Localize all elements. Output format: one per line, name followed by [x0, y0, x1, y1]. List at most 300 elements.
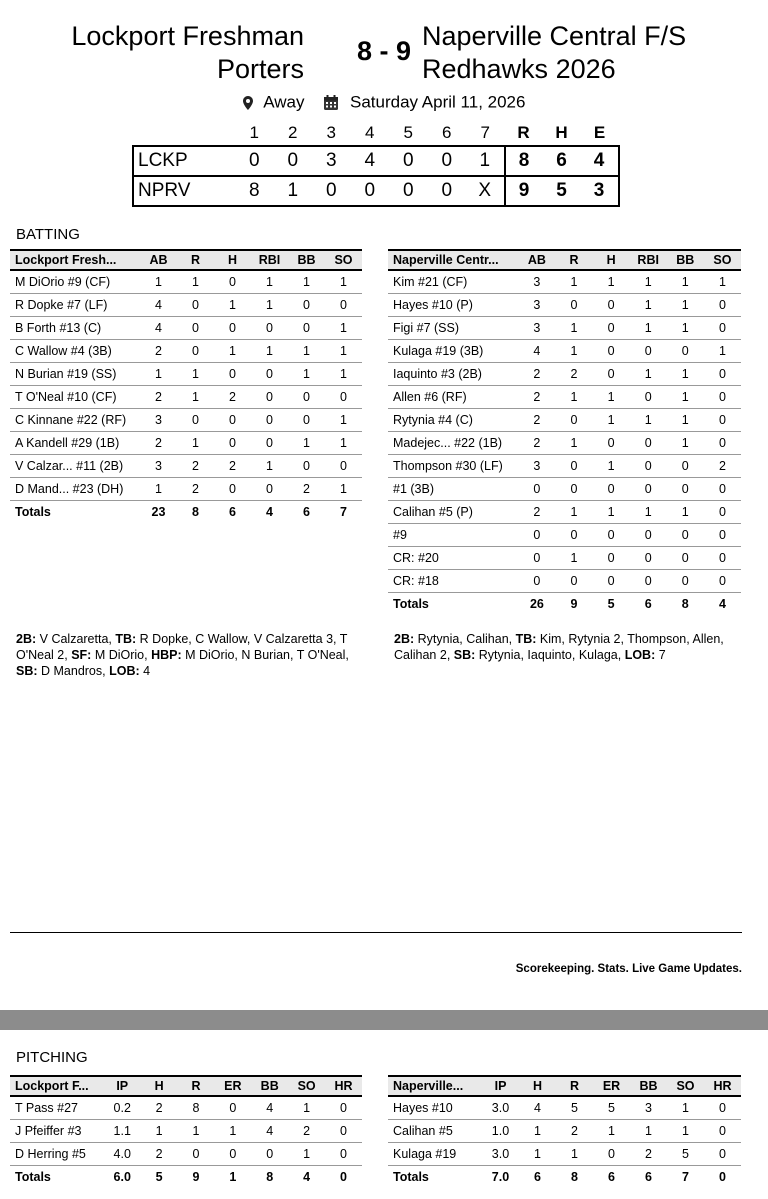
- stat-cell: 2: [555, 362, 592, 385]
- stat-cell: 1: [630, 500, 667, 523]
- stat-cell: 1: [630, 293, 667, 316]
- note-text: Rytynia, Iaquinto, Kulaga,: [475, 648, 625, 662]
- player-name: Kim #21 (CF): [388, 270, 518, 293]
- stat-cell: 1: [630, 270, 667, 293]
- stat-cell: 1: [667, 500, 704, 523]
- stat-cell: 0: [667, 523, 704, 546]
- stat-cell: 2: [518, 408, 555, 431]
- table-row: [10, 362, 362, 385]
- table-row: [388, 293, 741, 316]
- note-text: M DiOrio, N Burian, T O'Neal,: [181, 648, 353, 662]
- player-name: N Burian #19 (SS): [10, 362, 140, 385]
- stat-cell: 3: [518, 270, 555, 293]
- stat-cell: 1: [251, 293, 288, 316]
- stat-column-header: SO: [676, 1079, 695, 1093]
- stat-cell: 4: [518, 339, 555, 362]
- stat-cell: 2: [288, 477, 325, 500]
- player-name: T Pass #27: [10, 1096, 104, 1119]
- player-name: Calihan #5 (P): [388, 500, 518, 523]
- stat-cell: 1: [214, 1119, 251, 1142]
- stat-cell: 0: [593, 523, 630, 546]
- totals-row: [10, 1165, 362, 1188]
- stat-cell: 0: [667, 546, 704, 569]
- stat-cell: 1: [667, 1119, 704, 1142]
- stat-cell: 1: [251, 339, 288, 362]
- table-row: [10, 431, 362, 454]
- totals-cell: 8: [681, 596, 689, 611]
- stat-cell: 0: [555, 569, 592, 592]
- stat-cell: 0: [704, 1096, 741, 1119]
- inning-score: 4: [364, 150, 376, 171]
- team-column-header: Naperville...: [393, 1079, 464, 1093]
- calendar-icon: [323, 95, 339, 111]
- inning-header: 7: [480, 122, 490, 142]
- totals-cell: 0: [719, 1169, 726, 1184]
- stat-cell: 0: [214, 362, 251, 385]
- stat-column-header: AB: [527, 253, 546, 267]
- stat-cell: 0: [593, 293, 630, 316]
- player-name: D Herring #5: [10, 1142, 104, 1165]
- stat-cell: 0: [325, 1142, 362, 1165]
- stat-cell: 0: [704, 431, 741, 454]
- totals-row: [388, 592, 741, 615]
- table-row: [388, 1119, 741, 1142]
- stat-cell: 0: [704, 1119, 741, 1142]
- stat-cell: 1: [667, 362, 704, 385]
- stat-column-header: ER: [602, 1079, 621, 1093]
- inning-score: 1: [466, 146, 505, 176]
- table-row: [388, 546, 741, 569]
- stat-cell: 1: [555, 339, 592, 362]
- note-label: LOB:: [109, 664, 140, 678]
- stat-cell: 0: [325, 1119, 362, 1142]
- stat-cell: 0: [214, 477, 251, 500]
- stat-cell: 1: [630, 408, 667, 431]
- inning-score: 0: [441, 180, 453, 201]
- stat-cell: 0: [667, 339, 704, 362]
- game-meta: [0, 92, 768, 113]
- player-name: CR: #20: [388, 546, 518, 569]
- player-name: R Dopke #7 (LF): [10, 293, 140, 316]
- stat-cell: 0: [177, 339, 214, 362]
- stat-cell: 1: [593, 385, 630, 408]
- player-name: A Kandell #29 (1B): [10, 431, 140, 454]
- totals-cell: 1: [229, 1169, 237, 1184]
- stat-cell: 0: [593, 477, 630, 500]
- stat-cell: 0: [177, 293, 214, 316]
- stat-column-header: SO: [334, 253, 353, 267]
- note-text: Kim, Rytynia 2, Thompson, Allen, Calihan 2,: [394, 632, 728, 662]
- player-name: Madejec... #22 (1B): [388, 431, 518, 454]
- stat-cell: 0: [325, 1096, 362, 1119]
- stat-cell: 3.0: [482, 1142, 519, 1165]
- stat-cell: 2: [140, 431, 177, 454]
- stat-cell: 0: [288, 454, 325, 477]
- footer-tagline: Scorekeeping. Stats. Live Game Updates.: [515, 963, 742, 975]
- stat-cell: 1: [178, 1119, 215, 1142]
- stat-cell: 3: [518, 293, 555, 316]
- stat-cell: 0: [288, 385, 325, 408]
- totals-cell: 5: [155, 1169, 163, 1184]
- table-row: [388, 362, 741, 385]
- totals-cell: 0: [340, 1169, 347, 1184]
- stat-cell: 0: [251, 385, 288, 408]
- stat-column-header: RBI: [258, 253, 281, 267]
- stat-cell: 2: [288, 1119, 325, 1142]
- player-name: C Wallow #4 (3B): [10, 339, 140, 362]
- player-name: Thompson #30 (LF): [388, 454, 518, 477]
- pitching-section-title: PITCHING: [16, 1049, 88, 1066]
- stat-column-header: R: [191, 1079, 201, 1093]
- inning-header: 3: [326, 122, 336, 142]
- stat-cell: 0.2: [104, 1096, 141, 1119]
- stat-cell: 1: [555, 385, 592, 408]
- player-name: M DiOrio #9 (CF): [10, 270, 140, 293]
- game-date: Saturday April 11, 2026: [349, 92, 526, 112]
- team-column-header: Lockport F...: [15, 1079, 89, 1093]
- totals-row: [10, 500, 362, 523]
- player-name: Rytynia #4 (C): [388, 408, 518, 431]
- stat-cell: 1: [325, 431, 362, 454]
- table-row: [388, 339, 741, 362]
- stat-cell: 1: [177, 270, 214, 293]
- stat-cell: 0: [288, 408, 325, 431]
- stat-cell: 0: [593, 546, 630, 569]
- stat-column-header: BB: [260, 1079, 279, 1093]
- stat-cell: 0: [325, 293, 362, 316]
- note-label: TB:: [515, 632, 537, 646]
- away-team-line2: Porters: [216, 54, 304, 84]
- inning-score: 0: [364, 180, 376, 201]
- inning-score: 0: [287, 150, 299, 171]
- table-row: [10, 408, 362, 431]
- stat-cell: 0: [288, 316, 325, 339]
- line-score-row: [133, 146, 619, 176]
- stat-cell: 1: [667, 385, 704, 408]
- player-name: B Forth #13 (C): [10, 316, 140, 339]
- stat-cell: 0: [251, 362, 288, 385]
- inning-score: 3: [325, 150, 337, 171]
- table-row: [10, 293, 362, 316]
- stat-cell: 4: [140, 316, 177, 339]
- stat-cell: 2: [556, 1119, 593, 1142]
- stat-cell: 1.0: [482, 1119, 519, 1142]
- stat-cell: 3: [518, 454, 555, 477]
- totals-cell: 9: [570, 596, 578, 611]
- player-name: CR: #18: [388, 569, 518, 592]
- totals-cell: 4: [718, 596, 726, 611]
- stat-cell: 2: [630, 1142, 667, 1165]
- hits-header: H: [555, 122, 568, 142]
- player-name: #1 (3B): [388, 477, 518, 500]
- player-name: T O'Neal #10 (CF): [10, 385, 140, 408]
- stat-cell: 1: [704, 270, 741, 293]
- stat-cell: 0: [667, 477, 704, 500]
- stat-column-header: H: [532, 1079, 543, 1093]
- stat-cell: 2: [518, 362, 555, 385]
- stat-cell: 1: [140, 270, 177, 293]
- game-header: [0, 20, 768, 90]
- stat-cell: 0: [177, 408, 214, 431]
- stat-cell: 0: [214, 1142, 251, 1165]
- totals-cell: 6: [229, 504, 236, 519]
- stat-cell: 4: [519, 1096, 556, 1119]
- stat-cell: 2: [177, 477, 214, 500]
- inning-header: 2: [288, 122, 298, 142]
- totals-cell: 9: [192, 1169, 200, 1184]
- stat-cell: 0: [593, 431, 630, 454]
- stat-cell: 1: [140, 477, 177, 500]
- table-header-row: [388, 250, 741, 270]
- away-pitching-table: [10, 1075, 362, 1188]
- stat-cell: 0: [555, 293, 592, 316]
- stat-cell: 0: [704, 408, 741, 431]
- player-name: Calihan #5: [388, 1119, 482, 1142]
- player-name: V Calzar... #11 (2B): [10, 454, 140, 477]
- note-label: SF:: [71, 648, 92, 662]
- runs-header: R: [517, 122, 530, 142]
- stat-cell: 1: [288, 1096, 325, 1119]
- note-text: M DiOrio,: [91, 648, 152, 662]
- stat-cell: 0: [214, 316, 251, 339]
- note-label: 2B:: [394, 632, 415, 646]
- stat-cell: 0: [630, 546, 667, 569]
- location-text: Away: [263, 92, 305, 112]
- inning-header: 5: [403, 122, 413, 142]
- errors-total: 3: [581, 176, 619, 206]
- stat-column-header: R: [569, 1079, 580, 1093]
- team-column-header: Lockport Fresh...: [15, 253, 117, 267]
- stat-cell: 0: [593, 316, 630, 339]
- stat-cell: 0: [518, 523, 555, 546]
- stat-cell: 2: [214, 385, 251, 408]
- line-score-team: LCKP: [133, 146, 235, 176]
- stat-cell: 1: [519, 1119, 556, 1142]
- stat-cell: 5: [556, 1096, 593, 1119]
- stat-column-header: BB: [676, 253, 695, 267]
- stat-cell: 0: [555, 454, 592, 477]
- errors-total: 4: [581, 146, 619, 176]
- note-label: 2B:: [16, 632, 37, 646]
- stat-cell: 1: [288, 270, 325, 293]
- totals-cell: 6: [303, 504, 310, 519]
- inning-score: X: [466, 176, 505, 206]
- stat-cell: 1: [556, 1142, 593, 1165]
- stat-cell: 0: [251, 431, 288, 454]
- stat-cell: 1: [704, 339, 741, 362]
- table-row: [388, 523, 741, 546]
- stat-cell: 0: [704, 385, 741, 408]
- hits-total: 5: [556, 180, 567, 201]
- stat-cell: 1: [630, 362, 667, 385]
- stat-cell: 0: [214, 431, 251, 454]
- divider: [10, 932, 742, 933]
- table-row: [388, 431, 741, 454]
- stat-cell: 0: [630, 431, 667, 454]
- table-row: [388, 454, 741, 477]
- stat-column-header: AB: [149, 253, 168, 267]
- player-name: Hayes #10: [388, 1096, 482, 1119]
- player-name: C Kinnane #22 (RF): [10, 408, 140, 431]
- stat-cell: 1: [593, 500, 630, 523]
- stat-cell: 5: [667, 1142, 704, 1165]
- totals-cell: 5: [607, 596, 615, 611]
- player-name: Kulaga #19 (3B): [388, 339, 518, 362]
- table-row: [10, 270, 362, 293]
- stat-cell: 3: [140, 408, 177, 431]
- runs-total: 8: [505, 146, 543, 176]
- stat-cell: 0: [704, 546, 741, 569]
- stat-cell: 1: [667, 316, 704, 339]
- table-row: [10, 454, 362, 477]
- totals-cell: 6.0: [113, 1169, 131, 1184]
- stat-column-header: HR: [334, 1079, 353, 1093]
- stat-cell: 1: [325, 362, 362, 385]
- stat-cell: 0: [630, 569, 667, 592]
- line-score-table: [132, 120, 620, 207]
- inning-header: 6: [442, 122, 452, 142]
- stat-column-header: BB: [297, 253, 316, 267]
- inning-score: 0: [325, 180, 337, 201]
- table-row: [10, 477, 362, 500]
- totals-cell: 4: [266, 504, 273, 519]
- stat-cell: 1: [177, 385, 214, 408]
- away-batting-table: [10, 249, 362, 523]
- stat-cell: 1: [177, 362, 214, 385]
- player-name: Figi #7 (SS): [388, 316, 518, 339]
- stat-cell: 0: [593, 362, 630, 385]
- stat-cell: 0: [518, 477, 555, 500]
- table-row: [10, 339, 362, 362]
- totals-cell: 6: [534, 1169, 541, 1184]
- stat-column-header: H: [227, 253, 238, 267]
- totals-cell: 6: [645, 1169, 652, 1184]
- stat-cell: 1: [593, 408, 630, 431]
- totals-cell: 26: [529, 596, 544, 611]
- stat-cell: 0: [667, 454, 704, 477]
- stat-cell: 0: [704, 316, 741, 339]
- inning-score: 0: [441, 150, 453, 171]
- stat-cell: 0: [593, 1142, 630, 1165]
- note-label: TB:: [115, 632, 137, 646]
- stat-cell: 0: [630, 339, 667, 362]
- stat-cell: 0: [704, 1142, 741, 1165]
- stat-cell: 2: [704, 454, 741, 477]
- stat-cell: 1: [214, 339, 251, 362]
- totals-cell: 7.0: [491, 1169, 510, 1184]
- stat-cell: 1: [555, 546, 592, 569]
- stat-column-header: IP: [116, 1079, 129, 1093]
- stat-cell: 2: [518, 431, 555, 454]
- table-row: [388, 316, 741, 339]
- stat-cell: 2: [214, 454, 251, 477]
- totals-row: [388, 1165, 741, 1188]
- table-row: [388, 385, 741, 408]
- table-header-row: [388, 1076, 741, 1096]
- stat-cell: 0: [214, 270, 251, 293]
- stat-cell: 1: [177, 431, 214, 454]
- stat-cell: 1: [214, 293, 251, 316]
- inning-score: 0: [402, 150, 414, 171]
- stat-cell: 4: [140, 293, 177, 316]
- runs-total: 9: [505, 176, 543, 206]
- stat-cell: 1: [519, 1142, 556, 1165]
- stat-cell: 2: [177, 454, 214, 477]
- stat-cell: 1: [251, 454, 288, 477]
- stat-cell: 0: [593, 569, 630, 592]
- hits-total: 6: [556, 150, 567, 171]
- away-team-line1: Lockport Freshman: [71, 21, 304, 51]
- table-row: [388, 1096, 741, 1119]
- note-text: D Mandros,: [37, 664, 110, 678]
- team-column-header: Naperville Centr...: [393, 253, 499, 267]
- inning-header: 1: [249, 122, 259, 142]
- totals-cell: 8: [266, 1169, 274, 1184]
- totals-label: Totals: [15, 1169, 51, 1184]
- totals-cell: 7: [682, 1169, 689, 1184]
- table-row: [388, 477, 741, 500]
- stat-cell: 1: [555, 270, 592, 293]
- player-name: Iaquinto #3 (2B): [388, 362, 518, 385]
- stat-cell: 0: [704, 362, 741, 385]
- stat-cell: 1: [555, 500, 592, 523]
- line-score-row: [133, 176, 619, 206]
- stat-cell: 0: [630, 385, 667, 408]
- stat-cell: 1: [593, 1119, 630, 1142]
- stat-cell: 1: [325, 270, 362, 293]
- stat-cell: 0: [704, 569, 741, 592]
- stat-cell: 1: [288, 1142, 325, 1165]
- stat-cell: 1: [667, 293, 704, 316]
- stat-cell: 1: [667, 1096, 704, 1119]
- table-row: [388, 500, 741, 523]
- inning-header: 4: [365, 122, 375, 142]
- note-text: R Dopke, C Wallow, V Calzaretta 3, T O'Neal 2,: [16, 632, 351, 662]
- player-name: Hayes #10 (P): [388, 293, 518, 316]
- note-label: LOB:: [624, 648, 656, 662]
- stat-cell: 2: [140, 385, 177, 408]
- player-name: J Pfeiffer #3: [10, 1119, 104, 1142]
- table-row: [10, 385, 362, 408]
- stat-cell: 1: [325, 477, 362, 500]
- stat-cell: 4: [251, 1096, 288, 1119]
- totals-label: Totals: [15, 504, 51, 519]
- stat-cell: 0: [704, 293, 741, 316]
- stat-column-header: SO: [713, 253, 732, 267]
- stat-cell: 0: [251, 408, 288, 431]
- totals-cell: 6: [644, 596, 652, 611]
- stat-cell: 0: [177, 316, 214, 339]
- stat-cell: 1: [140, 362, 177, 385]
- stat-column-header: H: [606, 253, 616, 267]
- totals-cell: 8: [192, 504, 199, 519]
- stat-cell: 5: [593, 1096, 630, 1119]
- stat-cell: 3: [518, 316, 555, 339]
- table-row: [388, 1142, 741, 1165]
- totals-cell: 8: [571, 1169, 578, 1184]
- stat-cell: 4.0: [104, 1142, 141, 1165]
- stat-cell: 0: [251, 1142, 288, 1165]
- stat-cell: 1: [251, 270, 288, 293]
- stat-cell: 0: [630, 454, 667, 477]
- stat-cell: 2: [141, 1096, 178, 1119]
- player-name: #9: [388, 523, 518, 546]
- stat-cell: 1: [630, 316, 667, 339]
- player-name: D Mand... #23 (DH): [10, 477, 140, 500]
- stat-cell: 0: [630, 477, 667, 500]
- inning-score: 1: [287, 180, 299, 201]
- table-row: [10, 1142, 362, 1165]
